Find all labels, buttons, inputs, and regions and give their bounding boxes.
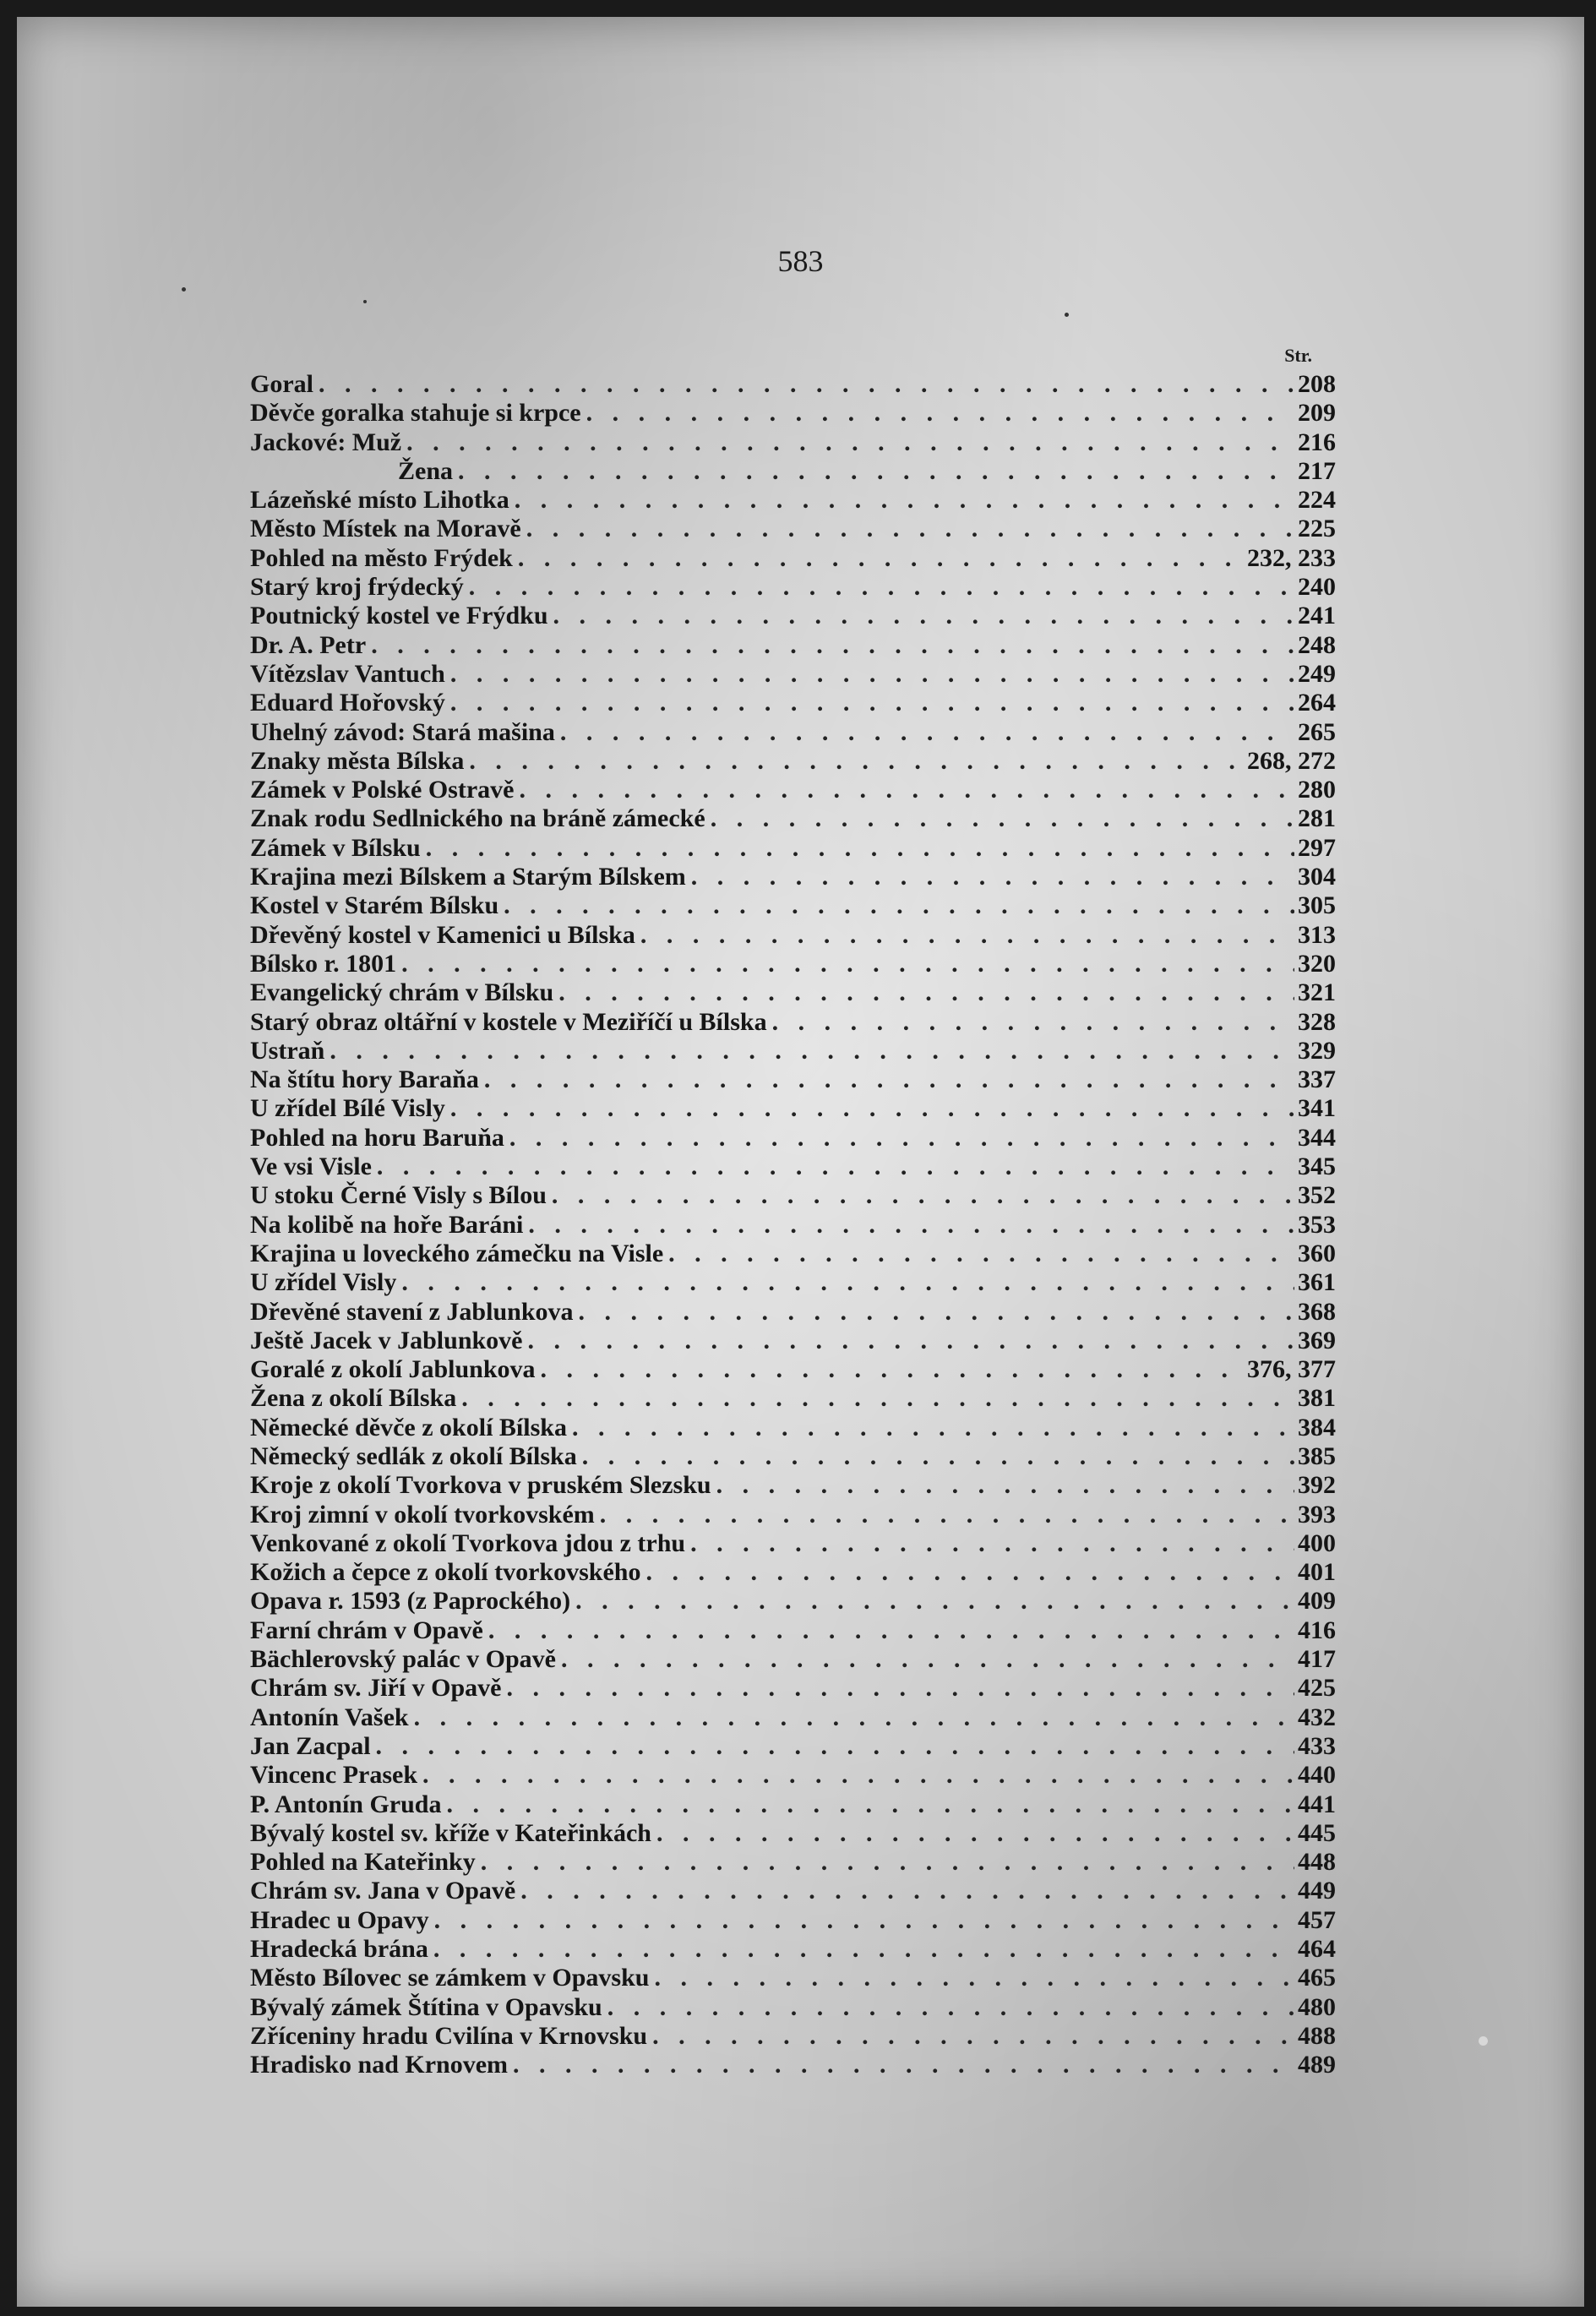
index-entry [250, 1790, 1336, 1819]
page-number: 583 [777, 244, 824, 278]
index-entry [250, 399, 1336, 428]
entry-title: P. Antonín Gruda [250, 1790, 442, 1818]
dot-leader [458, 457, 1294, 486]
entry-page-number: 240 [1298, 573, 1336, 602]
index-entry [250, 950, 1336, 978]
entry-title: Poutnický kostel ve Frýdku [250, 602, 548, 630]
index-entry [250, 1935, 1336, 1964]
dot-leader [654, 1964, 1294, 1992]
index-entry [250, 1703, 1336, 1732]
entry-title: Krajina mezi Bílskem a Starým Bílskem [250, 863, 686, 891]
entry-title: Farní chrám v Opavě [250, 1616, 483, 1644]
entry-page-number: 385 [1298, 1441, 1336, 1470]
entry-page-number: 369 [1298, 1326, 1336, 1354]
entry-page-number: 209 [1298, 399, 1336, 428]
dot-leader [690, 1529, 1294, 1558]
index-entry [250, 660, 1336, 689]
index-entry [250, 1124, 1336, 1153]
scan-speck [363, 300, 367, 303]
index-entry [250, 1501, 1336, 1529]
dot-leader [414, 1703, 1294, 1732]
entry-title: Bývalý zámek Štítina v Opavsku [250, 1992, 602, 2021]
dot-leader [509, 1124, 1294, 1153]
index-entry [250, 1819, 1336, 1848]
entry-title: Město Bílovec se zámkem v Opavsku [250, 1964, 650, 1992]
dot-leader [406, 428, 1294, 457]
entry-title: Zříceniny hradu Cvilína v Krnovsku [250, 2021, 648, 2050]
entry-page-number: 313 [1298, 920, 1336, 949]
entry-page-number: 265 [1298, 717, 1336, 746]
dot-leader [528, 1211, 1294, 1240]
dot-leader [575, 1587, 1294, 1616]
entry-title: Ještě Jacek v Jablunkově [250, 1326, 523, 1354]
entry-title: Žena z okolí Bílska [250, 1384, 457, 1413]
entry-title: Opava r. 1593 (z Paprockého) [250, 1587, 571, 1616]
entry-title: Goral [250, 370, 313, 398]
entry-page-number: 232, 233 [1247, 543, 1336, 572]
entry-page-number: 400 [1298, 1529, 1336, 1557]
entry-page-number: 417 [1298, 1645, 1336, 1674]
entry-title: Děvče goralka stahuje si krpce [250, 399, 581, 428]
entry-page-number: 217 [1298, 456, 1336, 485]
index-entry [250, 1732, 1336, 1761]
entry-page-number: 297 [1298, 833, 1336, 862]
entry-title: Chrám sv. Jana v Opavě [250, 1877, 516, 1905]
entry-title: Zámek v Polské Ostravě [250, 776, 515, 804]
entry-page-number: 392 [1298, 1471, 1336, 1500]
entry-page-number: 448 [1298, 1848, 1336, 1877]
index-entry [250, 457, 1336, 486]
dot-leader [519, 776, 1294, 804]
entry-title: Kostel v Starém Bílsku [250, 891, 499, 920]
entry-title: Jackové: Muž [250, 428, 402, 456]
dot-leader [645, 1558, 1294, 1587]
entry-title: Ustraň [250, 1036, 325, 1065]
entry-page-number: 393 [1298, 1500, 1336, 1529]
index-entry [250, 486, 1336, 515]
index-entry [250, 1327, 1336, 1355]
dot-leader [488, 1616, 1294, 1645]
dot-leader [426, 834, 1294, 863]
dot-leader [469, 573, 1294, 602]
dot-leader [507, 1674, 1295, 1703]
entry-title: Vítězslav Vantuch [250, 659, 445, 688]
dot-leader [446, 1790, 1294, 1819]
index-entry [250, 573, 1336, 602]
dot-leader [422, 1761, 1294, 1790]
entry-page-number: 376, 377 [1247, 1355, 1336, 1384]
dot-leader [377, 1153, 1294, 1181]
dot-leader [600, 1501, 1294, 1529]
index-entry [250, 544, 1336, 573]
entry-page-number: 465 [1298, 1964, 1336, 1992]
dot-leader [518, 544, 1244, 573]
entry-page-number: 441 [1298, 1790, 1336, 1818]
index-entry [250, 370, 1336, 399]
entry-title: Žena [398, 456, 454, 485]
entry-page-number: 344 [1298, 1123, 1336, 1152]
dot-leader [586, 399, 1294, 428]
dot-leader [461, 1384, 1294, 1413]
index-entry [250, 1153, 1336, 1181]
dot-leader [484, 1065, 1294, 1094]
index-entry [250, 1211, 1336, 1240]
index-entry [250, 1529, 1336, 1558]
entry-page-number: 320 [1298, 949, 1336, 978]
entry-title: Ve vsi Visle [250, 1153, 372, 1181]
dot-leader [481, 1848, 1294, 1877]
dot-leader [376, 1732, 1294, 1761]
index-entry [250, 1761, 1336, 1790]
entry-title: U stoku Černé Visly s Bílou [250, 1181, 547, 1210]
dot-leader [711, 804, 1294, 833]
index-entry [250, 718, 1336, 747]
entry-page-number: 457 [1298, 1905, 1336, 1934]
dot-leader [319, 370, 1294, 399]
index-entry [250, 1181, 1336, 1210]
entry-page-number: 384 [1298, 1413, 1336, 1441]
dot-leader [652, 2022, 1294, 2051]
entry-page-number: 329 [1298, 1036, 1336, 1065]
entry-title: Starý obraz oltářní v kostele v Meziříčí u Bílska [250, 1007, 767, 1036]
index-entry [250, 863, 1336, 891]
index-entry [250, 1065, 1336, 1094]
index-entry [250, 1587, 1336, 1616]
entry-title: Na štítu hory Baraňa [250, 1065, 479, 1094]
dot-leader [469, 747, 1244, 776]
dot-leader [691, 863, 1294, 891]
index-entry [250, 1471, 1336, 1500]
entry-title: Dřevěné stavení z Jablunkova [250, 1297, 574, 1326]
entry-page-number: 280 [1298, 776, 1336, 804]
entry-title: Bílsko r. 1801 [250, 949, 397, 978]
index-entry [250, 1384, 1336, 1413]
entry-title: Znak rodu Sedlnického na bráně zámecké [250, 804, 705, 833]
entry-title: Hradisko nad Krnovem [250, 2051, 509, 2079]
dot-leader [433, 1935, 1294, 1964]
dot-leader [579, 1298, 1295, 1327]
entry-title: Hradecká brána [250, 1935, 428, 1964]
entry-title: Pohled na horu Baruňa [250, 1123, 504, 1152]
entry-page-number: 216 [1298, 428, 1336, 456]
entry-page-number: 208 [1298, 370, 1336, 398]
entry-title: Starý kroj frýdecký [250, 573, 464, 602]
entry-page-number: 304 [1298, 863, 1336, 891]
entry-title: Eduard Hořovský [250, 689, 445, 717]
entry-title: Goralé z okolí Jablunkova [250, 1355, 536, 1384]
entry-page-number: 464 [1298, 1935, 1336, 1964]
entry-page-number: 361 [1298, 1268, 1336, 1297]
page-column-label: Str. [1284, 345, 1312, 366]
entry-title: Krajina u loveckého zámečku na Visle [250, 1239, 664, 1267]
dot-leader [560, 718, 1294, 747]
entry-title: Město Místek na Moravě [250, 515, 521, 543]
index-entry [250, 1558, 1336, 1587]
dot-leader [401, 950, 1294, 978]
entry-page-number: 264 [1298, 689, 1336, 717]
entry-title: Kroj zimní v okolí tvorkovském [250, 1500, 595, 1529]
dot-leader [520, 1877, 1294, 1905]
entry-page-number: 321 [1298, 978, 1336, 1007]
index-entry [250, 834, 1336, 863]
dot-leader [553, 602, 1294, 630]
entry-title: Hradec u Opavy [250, 1905, 429, 1934]
entry-page-number: 381 [1298, 1384, 1336, 1413]
entry-title: Pohled na město Frýdek [250, 543, 513, 572]
entry-page-number: 352 [1298, 1181, 1336, 1210]
dot-leader [450, 689, 1294, 717]
entry-title: Zámek v Bílsku [250, 833, 421, 862]
index-entry [250, 1645, 1336, 1674]
index-entry [250, 1355, 1336, 1384]
entry-page-number: 353 [1298, 1210, 1336, 1239]
entry-title: Venkované z okolí Tvorkova jdou z trhu [250, 1529, 686, 1557]
entry-title: Lázeňské místo Lihotka [250, 486, 509, 515]
dot-leader [572, 1414, 1294, 1442]
entry-page-number: 401 [1298, 1558, 1336, 1587]
entry-title: Evangelický chrám v Bílsku [250, 978, 554, 1007]
dot-leader [450, 660, 1294, 689]
entry-page-number: 432 [1298, 1703, 1336, 1731]
dot-leader [607, 1993, 1294, 2022]
dot-leader [526, 515, 1294, 543]
index-entry [250, 1674, 1336, 1703]
dot-leader [772, 1008, 1294, 1037]
entry-page-number: 416 [1298, 1616, 1336, 1644]
dot-leader [528, 1327, 1295, 1355]
entry-title: Uhelný závod: Stará mašina [250, 717, 555, 746]
index-entry [250, 631, 1336, 660]
entry-page-number: 480 [1298, 1992, 1336, 2021]
entry-page-number: 337 [1298, 1065, 1336, 1094]
index-entry [250, 515, 1336, 543]
entry-title: Na kolibě na hoře Baráni [250, 1210, 524, 1239]
entry-page-number: 281 [1298, 804, 1336, 833]
entry-page-number: 268, 272 [1247, 746, 1336, 775]
index-entry [250, 747, 1336, 776]
dot-leader [504, 891, 1294, 920]
entry-page-number: 328 [1298, 1007, 1336, 1036]
dot-leader [716, 1471, 1294, 1500]
entry-page-number: 305 [1298, 891, 1336, 920]
dot-leader [668, 1240, 1294, 1268]
index-entry [250, 1964, 1336, 1992]
entry-title: Pohled na Kateřinky [250, 1848, 476, 1877]
index-entry [250, 602, 1336, 630]
entry-page-number: 225 [1298, 515, 1336, 543]
index-entry [250, 1877, 1336, 1905]
entry-page-number: 360 [1298, 1239, 1336, 1267]
scan-speck [182, 287, 186, 292]
entry-title: Kroje z okolí Tvorkova v pruském Slezsku [250, 1471, 711, 1500]
index-entry [250, 921, 1336, 950]
index-entry [250, 2051, 1336, 2079]
entry-page-number: 409 [1298, 1587, 1336, 1616]
entry-title: Německý sedlák z okolí Bílska [250, 1441, 577, 1470]
entry-page-number: 224 [1298, 486, 1336, 515]
entry-page-number: 488 [1298, 2021, 1336, 2050]
entry-page-number: 248 [1298, 630, 1336, 659]
index-entry [250, 1268, 1336, 1297]
entry-page-number: 249 [1298, 659, 1336, 688]
index-entry [250, 1848, 1336, 1877]
index-entry [250, 428, 1336, 457]
dot-leader [558, 978, 1294, 1007]
dot-leader [513, 2051, 1294, 2079]
index-entry [250, 776, 1336, 804]
entry-title: Dr. A. Petr [250, 630, 367, 659]
book-page [17, 17, 1584, 2307]
index-entry [250, 689, 1336, 717]
entry-page-number: 425 [1298, 1674, 1336, 1703]
entry-title: Jan Zacpal [250, 1731, 371, 1760]
index-entry [250, 1240, 1336, 1268]
dot-leader [450, 1094, 1294, 1123]
illustration-index-list [250, 370, 1336, 2080]
entry-title: Chrám sv. Jiří v Opavě [250, 1674, 502, 1703]
index-entry [250, 1993, 1336, 2022]
entry-page-number: 445 [1298, 1818, 1336, 1847]
dot-leader [401, 1268, 1294, 1297]
index-entry [250, 1906, 1336, 1935]
entry-page-number: 449 [1298, 1877, 1336, 1905]
entry-title: Antonín Vašek [250, 1703, 409, 1731]
entry-title: U zřídel Visly [250, 1268, 397, 1297]
dot-leader [541, 1355, 1244, 1384]
dot-leader [434, 1906, 1294, 1935]
dot-leader [640, 921, 1294, 950]
entry-page-number: 368 [1298, 1297, 1336, 1326]
entry-title: Vincenc Prasek [250, 1761, 418, 1790]
index-entry [250, 1414, 1336, 1442]
index-entry [250, 978, 1336, 1007]
entry-page-number: 489 [1298, 2051, 1336, 2079]
dot-leader [515, 486, 1294, 515]
index-entry [250, 1442, 1336, 1471]
entry-title: Znaky města Bílska [250, 746, 465, 775]
index-entry [250, 804, 1336, 833]
entry-page-number: 345 [1298, 1153, 1336, 1181]
entry-title: Kožich a čepce z okolí tvorkovského [250, 1558, 641, 1587]
dot-leader [582, 1442, 1294, 1471]
entry-title: Bývalý kostel sv. kříže v Kateřinkách [250, 1818, 651, 1847]
entry-page-number: 241 [1298, 602, 1336, 630]
entry-page-number: 440 [1298, 1761, 1336, 1790]
entry-title: U zřídel Bílé Visly [250, 1094, 445, 1123]
index-entry [250, 1616, 1336, 1645]
entry-page-number: 341 [1298, 1094, 1336, 1123]
index-entry [250, 1298, 1336, 1327]
index-entry [250, 1008, 1336, 1037]
entry-title: Dřevěný kostel v Kamenici u Bílska [250, 920, 635, 949]
entry-page-number: 433 [1298, 1731, 1336, 1760]
dot-leader [561, 1645, 1294, 1674]
index-entry [250, 2022, 1336, 2051]
index-entry [250, 1094, 1336, 1123]
dot-leader [552, 1181, 1294, 1210]
scan-speck [1065, 313, 1069, 317]
dot-leader [656, 1819, 1294, 1848]
index-entry [250, 891, 1336, 920]
scan-speck [1479, 2036, 1488, 2046]
entry-title: Bächlerovský palác v Opavě [250, 1645, 556, 1674]
dot-leader [330, 1037, 1294, 1065]
dot-leader [371, 631, 1294, 660]
entry-title: Německé děvče z okolí Bílska [250, 1413, 567, 1441]
index-entry [250, 1037, 1336, 1065]
